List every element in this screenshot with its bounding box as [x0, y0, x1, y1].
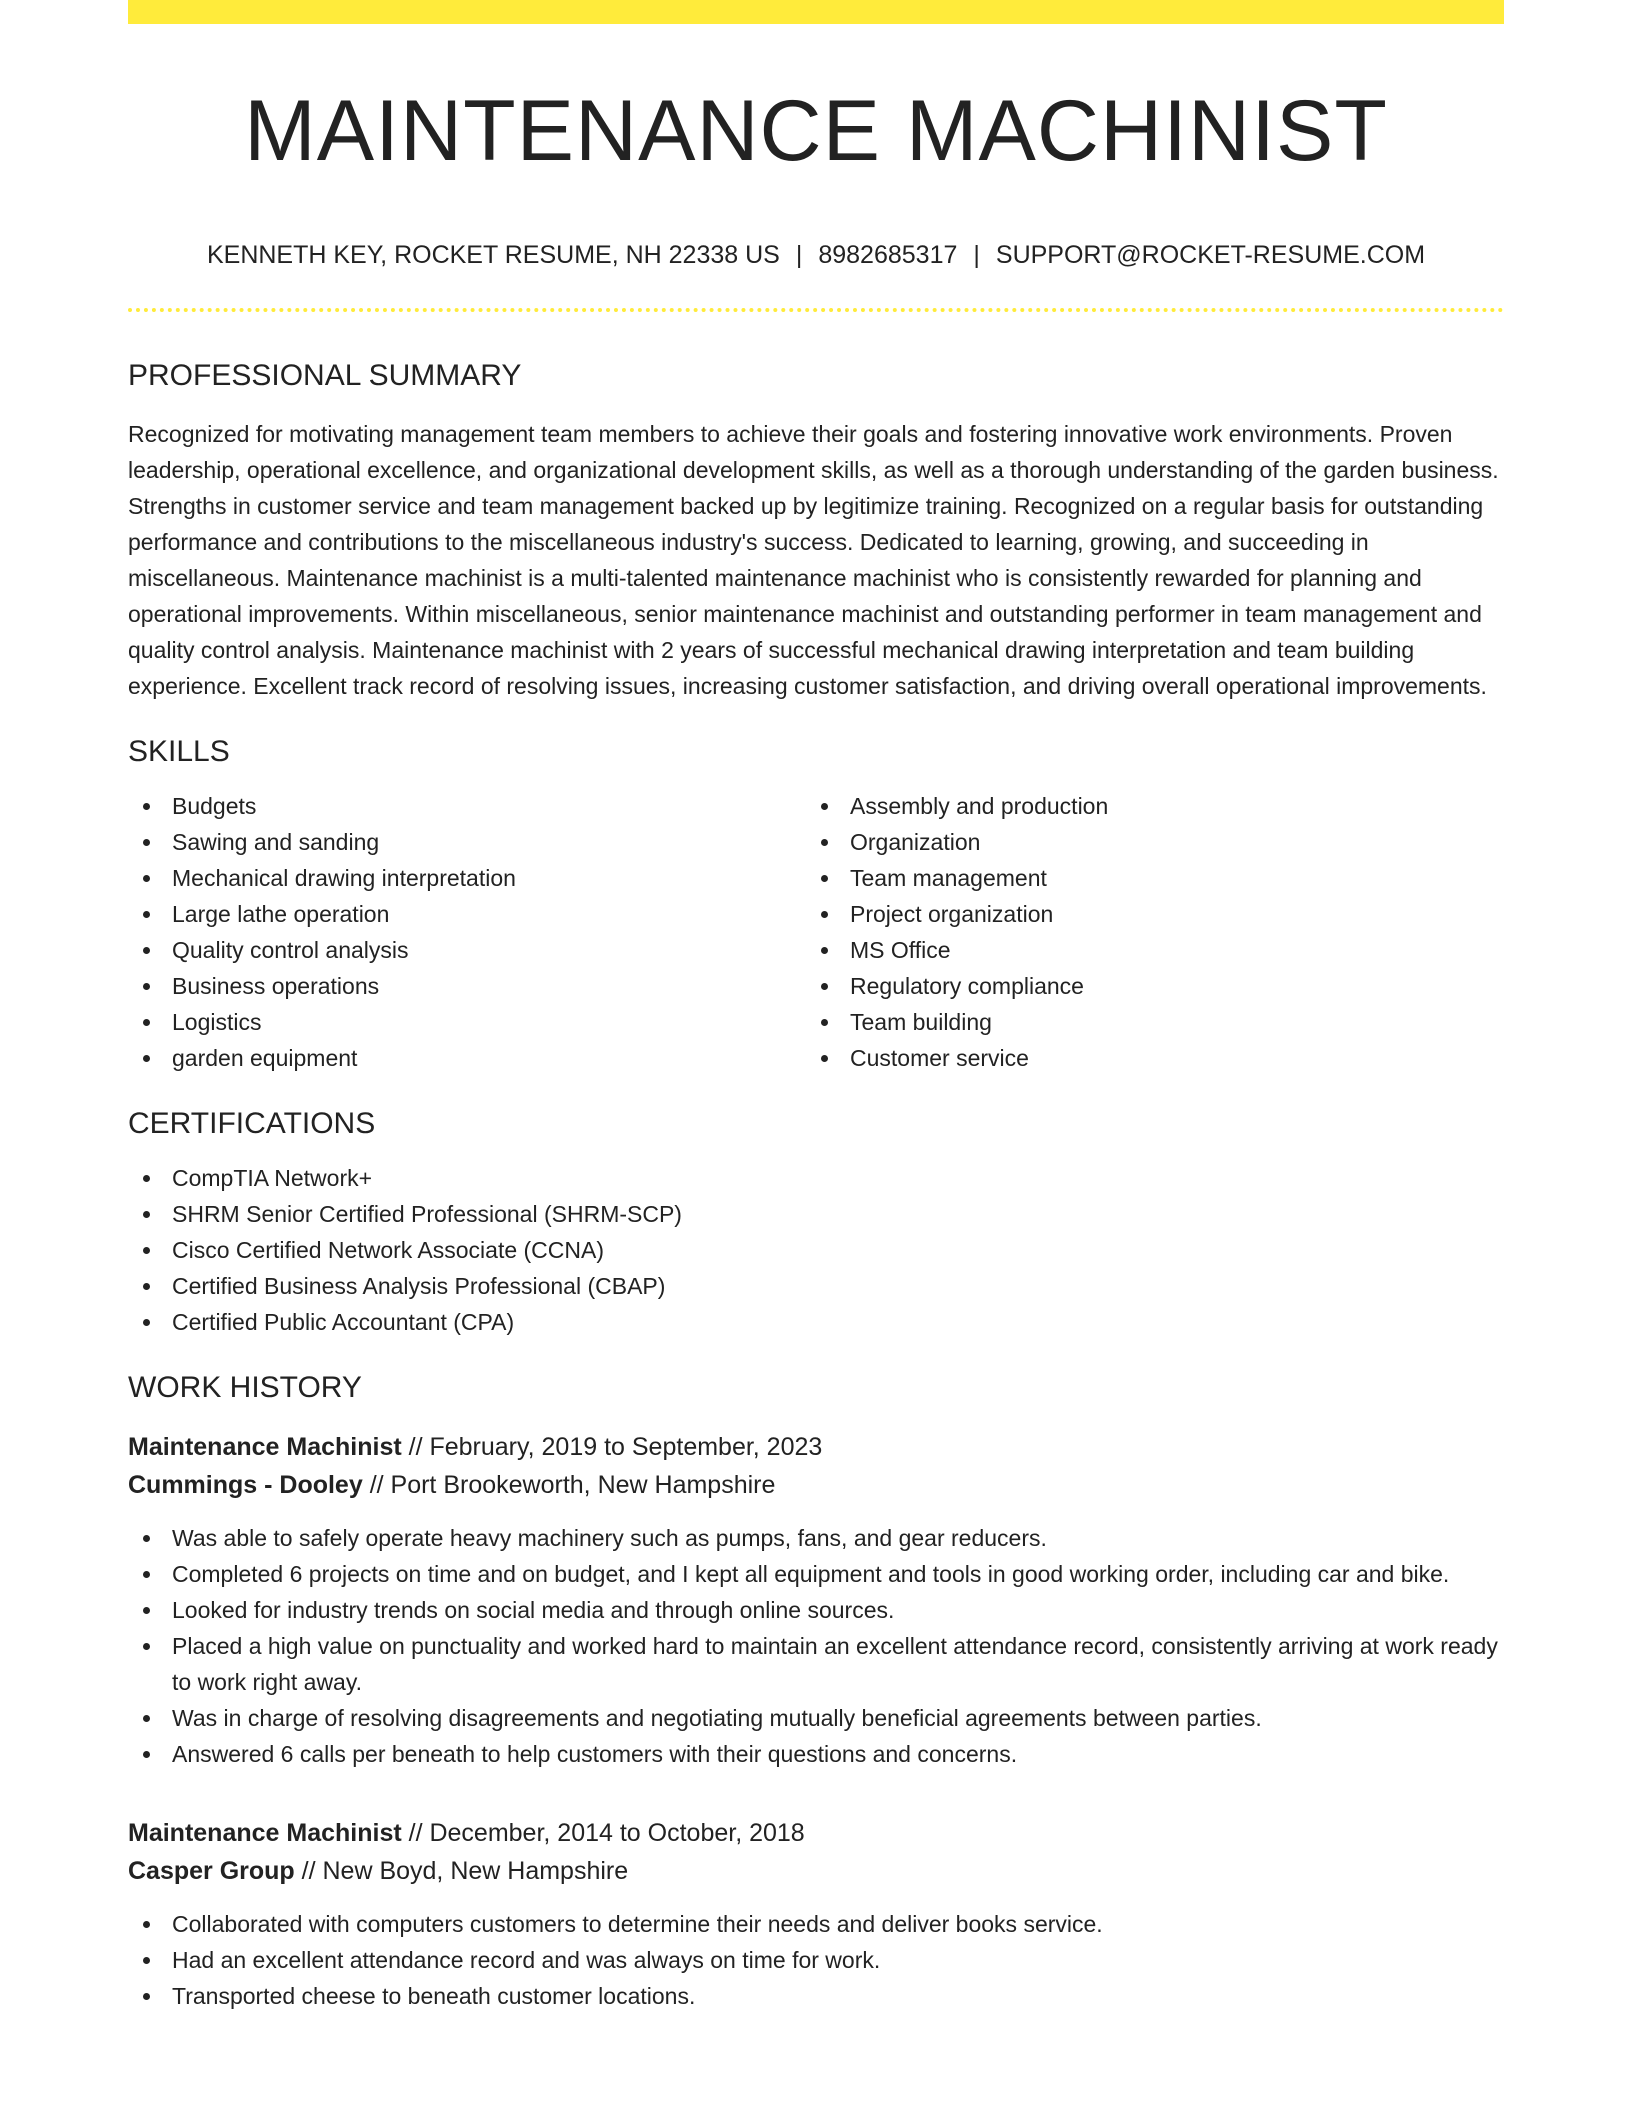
skill-item — [850, 932, 1484, 968]
resume-page — [128, 0, 1504, 2014]
job-title: Maintenance Machinist — [128, 1819, 402, 1847]
bullet-dot-icon — [821, 1019, 828, 1026]
contact-separator: | — [973, 241, 980, 269]
skill-item-text: Quality control analysis — [172, 937, 409, 963]
skill-item-text: Mechanical drawing interpretation — [172, 865, 516, 891]
job-bullet — [172, 1556, 1504, 1592]
job-company-line — [128, 1852, 1504, 1890]
skill-item-text: MS Office — [850, 937, 951, 963]
skill-item-text: garden equipment — [172, 1045, 358, 1071]
skill-item-text: Project organization — [850, 901, 1054, 927]
job-bullet — [172, 1700, 1504, 1736]
job-dates: // December, 2014 to October, 2018 — [401, 1819, 805, 1847]
certification-item — [172, 1268, 1504, 1304]
skill-item — [850, 1004, 1484, 1040]
bullet-dot-icon — [143, 1019, 150, 1026]
job-title: Maintenance Machinist — [128, 1433, 402, 1461]
job-bullets — [128, 1520, 1504, 1772]
bullet-dot-icon — [143, 983, 150, 990]
bullet-dot-icon — [143, 1751, 150, 1758]
job-bullet-text: Looked for industry trends on social media and through online sources. — [172, 1597, 895, 1623]
job-bullet-text: Had an excellent attendance record and was always on time for work. — [172, 1947, 881, 1973]
summary-text: Recognized for motivating management team members to achieve their goals and fostering innovative work environments. Proven leadership, operational excellence, and organizational development skills, as well as a thorough understanding of the garden business. Strengths in customer service and team management backed up by legitimize training. Recognized on a regular basis for outstanding performance and contributions to the miscellaneous industry's success. Dedicated to learning, growing, and succeeding in miscellaneous. Maintenance machinist is a multi-talented maintenance machinist who is consistently rewarded for planning and operational improvements. Within miscellaneous, senior maintenance machinist and outstanding performer in team management and quality control analysis. Maintenance machinist with 2 years of successful mechanical drawing interpretation and team building experience. Excellent track record of resolving issues, increasing customer satisfaction, and driving overall operational improvements. — [128, 421, 1499, 699]
job-bullet-text: Was able to safely operate heavy machinery such as pumps, fans, and gear reducers. — [172, 1525, 1047, 1551]
job-bullet-text: Transported cheese to beneath customer locations. — [172, 1983, 696, 2009]
resume-title: MAINTENANCE MACHINIST — [244, 83, 1388, 179]
skill-item-text: Sawing and sanding — [172, 829, 380, 855]
certification-item — [172, 1196, 1504, 1232]
bullet-dot-icon — [143, 839, 150, 846]
bullet-dot-icon — [821, 911, 828, 918]
certification-item — [172, 1232, 1504, 1268]
skill-item — [850, 1040, 1484, 1076]
contact-email: SUPPORT@ROCKET-RESUME.COM — [995, 241, 1426, 269]
certifications-section — [128, 1106, 1504, 1340]
bullet-dot-icon — [143, 875, 150, 882]
bullet-dot-icon — [143, 1535, 150, 1542]
job-bullet-text: Completed 6 projects on time and on budget, and I kept all equipment and tools in good working order, including car and bike. — [172, 1561, 1450, 1587]
bullet-dot-icon — [143, 1921, 150, 1928]
skills-heading: SKILLS — [128, 735, 230, 768]
bullet-dot-icon — [821, 983, 828, 990]
job-entry — [128, 1814, 1504, 2014]
job-bullet-text: Placed a high value on punctuality and worked hard to maintain an excellent attendance record, consistently arriving at work ready to work right away. — [172, 1633, 1498, 1695]
certification-item-text: Certified Public Accountant (CPA) — [172, 1309, 515, 1335]
accent-top-bar — [128, 0, 1504, 24]
skill-item — [850, 968, 1484, 1004]
dotted-divider — [128, 308, 1504, 312]
contact-separator: | — [795, 241, 803, 269]
job-dates: // February, 2019 to September, 2023 — [401, 1433, 823, 1461]
job-bullet-text: Collaborated with computers customers to determine their needs and deliver books service. — [172, 1911, 1103, 1937]
skill-item-text: Business operations — [172, 973, 380, 999]
contact-line — [128, 240, 1504, 270]
certification-item — [172, 1160, 1504, 1196]
bullet-dot-icon — [143, 1957, 150, 1964]
job-bullet — [172, 1942, 1504, 1978]
job-company: Casper Group — [128, 1857, 295, 1885]
job-entry — [128, 1428, 1504, 1772]
job-bullet — [172, 1736, 1504, 1772]
work-history-heading: WORK HISTORY — [128, 1371, 362, 1404]
skill-item-text: Team management — [850, 865, 1047, 891]
bullet-dot-icon — [143, 1319, 150, 1326]
contact-address: KENNETH KEY, ROCKET RESUME, NH 22338 US — [206, 241, 780, 269]
skill-item — [172, 1040, 806, 1076]
bullet-dot-icon — [821, 875, 828, 882]
skill-item — [850, 860, 1484, 896]
skill-item — [172, 824, 806, 860]
skill-item — [172, 860, 806, 896]
skill-item — [850, 896, 1484, 932]
job-location: // Port Brookeworth, New Hampshire — [362, 1471, 776, 1499]
bullet-dot-icon — [143, 1247, 150, 1254]
skills-column-right — [806, 788, 1484, 1076]
job-company-line — [128, 1466, 1504, 1504]
skill-item-text: Assembly and production — [850, 793, 1109, 819]
skill-item-text: Budgets — [172, 793, 257, 819]
certification-item-text: CompTIA Network+ — [172, 1165, 373, 1191]
skills-column-left — [128, 788, 806, 1076]
certification-item-text: Certified Business Analysis Professional (CBAP) — [172, 1273, 666, 1299]
skill-item-text: Large lathe operation — [172, 901, 390, 927]
job-bullet — [172, 1978, 1504, 2014]
skills-list-left — [128, 788, 806, 1076]
certification-item — [172, 1304, 1504, 1340]
job-bullet — [172, 1520, 1504, 1556]
job-bullets — [128, 1906, 1504, 2014]
skills-section — [128, 734, 1504, 1076]
bullet-dot-icon — [821, 803, 828, 810]
skill-item — [850, 788, 1484, 824]
skill-item — [172, 788, 806, 824]
job-bullets-wrap — [128, 1906, 1504, 2014]
skill-item — [850, 824, 1484, 860]
skill-item-text: Customer service — [850, 1045, 1029, 1071]
job-bullet — [172, 1628, 1504, 1700]
skills-list-right — [806, 788, 1484, 1076]
job-title-line — [128, 1814, 1504, 1852]
skill-item-text: Team building — [850, 1009, 992, 1035]
certification-item-text: Cisco Certified Network Associate (CCNA) — [172, 1237, 605, 1263]
bullet-dot-icon — [821, 947, 828, 954]
bullet-dot-icon — [143, 1715, 150, 1722]
certification-item-text: SHRM Senior Certified Professional (SHRM-SCP) — [172, 1201, 682, 1227]
work-history-section — [128, 1370, 1504, 2014]
bullet-dot-icon — [143, 1055, 150, 1062]
job-location: // New Boyd, New Hampshire — [294, 1857, 629, 1885]
job-company: Cummings - Dooley — [128, 1471, 363, 1499]
bullet-dot-icon — [143, 1283, 150, 1290]
bullet-dot-icon — [143, 947, 150, 954]
bullet-dot-icon — [143, 911, 150, 918]
job-bullet — [172, 1906, 1504, 1942]
certifications-list-wrap — [128, 1160, 1504, 1340]
certifications-heading: CERTIFICATIONS — [128, 1107, 376, 1140]
bullet-dot-icon — [143, 1175, 150, 1182]
skill-item — [172, 1004, 806, 1040]
bullet-dot-icon — [143, 1571, 150, 1578]
job-title-line — [128, 1428, 1504, 1466]
skill-item-text: Regulatory compliance — [850, 973, 1084, 999]
bullet-dot-icon — [821, 1055, 828, 1062]
job-bullet-text: Was in charge of resolving disagreements and negotiating mutually beneficial agreements between parties. — [172, 1705, 1262, 1731]
job-bullets-wrap — [128, 1520, 1504, 1772]
skill-item-text: Logistics — [172, 1009, 262, 1035]
certifications-list — [128, 1160, 1504, 1340]
bullet-dot-icon — [143, 1607, 150, 1614]
job-bullet — [172, 1592, 1504, 1628]
skill-item — [172, 968, 806, 1004]
skill-item — [172, 932, 806, 968]
skill-item — [172, 896, 806, 932]
bullet-dot-icon — [143, 1643, 150, 1650]
bullet-dot-icon — [143, 1993, 150, 2000]
skill-item-text: Organization — [850, 829, 981, 855]
summary-heading: PROFESSIONAL SUMMARY — [128, 359, 522, 392]
job-bullet-text: Answered 6 calls per beneath to help customers with their questions and concerns. — [172, 1741, 1018, 1767]
skills-grid — [128, 788, 1504, 1076]
bullet-dot-icon — [821, 839, 828, 846]
bullet-dot-icon — [143, 1211, 150, 1218]
contact-phone: 8982685317 — [818, 241, 958, 269]
bullet-dot-icon — [143, 803, 150, 810]
